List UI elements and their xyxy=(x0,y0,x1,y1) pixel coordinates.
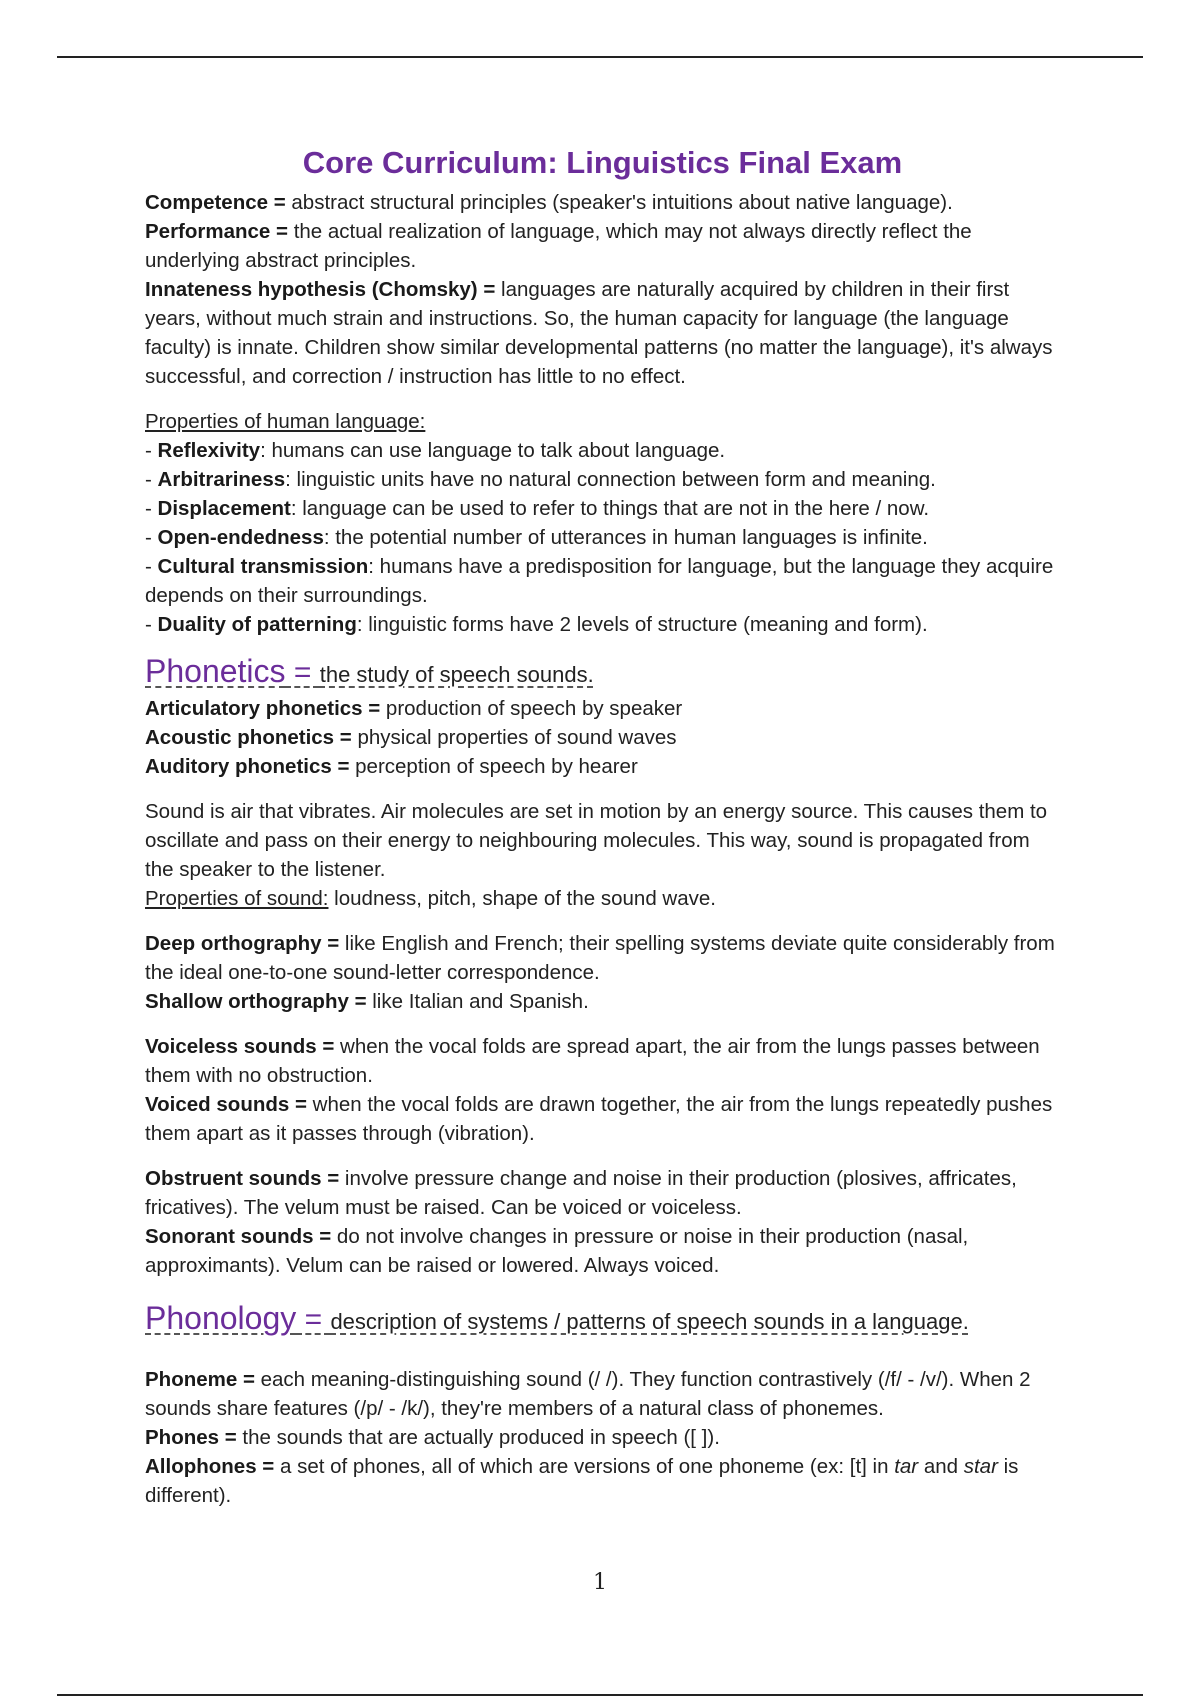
definition-text: : humans can use language to talk about language. xyxy=(260,439,726,462)
definition-obstruent xyxy=(145,1164,1060,1222)
property-item xyxy=(145,552,1060,610)
heading-equals: = xyxy=(285,656,320,689)
term: Cultural transmission xyxy=(157,555,369,578)
dash: - xyxy=(145,555,158,578)
heading-equals: = xyxy=(296,1303,331,1336)
definition-voiced xyxy=(145,1090,1060,1148)
definition-text: when the vocal folds are spread apart, the air from the lungs passes between them with no obstruction. xyxy=(145,1035,1040,1087)
term: Reflexivity xyxy=(157,439,261,462)
definition-text: is different). xyxy=(145,1455,1019,1507)
definition-voiceless xyxy=(145,1032,1060,1090)
term: Phones = xyxy=(145,1426,237,1449)
definition-competence xyxy=(145,188,1060,217)
term: Performance = xyxy=(145,220,288,243)
heading-word: Phonetics xyxy=(145,653,286,689)
term: Open-endedness xyxy=(157,526,324,549)
label: Properties of sound: xyxy=(145,887,329,910)
page-number: 1 xyxy=(593,1570,607,1595)
definition-acoustic xyxy=(145,723,1060,752)
property-item xyxy=(145,610,1060,639)
definition-sonorant xyxy=(145,1222,1060,1280)
property-item xyxy=(145,494,1060,523)
definition-text: languages are naturally acquired by children in their first years, without much strain and instructions. So, the human capacity for language (the language faculty) is innate. Children show similar developmental patterns (no matter the language), it's always successful, and correction / instruction has little to no effect. xyxy=(145,278,1053,388)
definition-auditory xyxy=(145,752,1060,781)
definition-text: : humans have a predisposition for language, but the language they acquire depends on their surroundings. xyxy=(145,555,1054,607)
term: Sonorant sounds = xyxy=(145,1225,332,1248)
definition-text: each meaning-distinguishing sound (/ /). They function contrastively (/f/ - /v/). When 2 sounds share features (/p/ - /k/), they're members of a natural class of phonemes. xyxy=(145,1368,1031,1420)
heading-word: Phonology xyxy=(145,1300,297,1336)
property-item xyxy=(145,465,1060,494)
document-body xyxy=(145,140,1060,1510)
definition-text: : linguistic units have no natural connection between form and meaning. xyxy=(285,468,936,491)
term: Obstruent sounds = xyxy=(145,1167,340,1190)
phonology-heading xyxy=(145,1300,1060,1341)
definition-phones xyxy=(145,1423,1060,1452)
definition-text: like English and French; their spelling systems deviate quite considerably from the ideal one-to-one sound-letter correspondence. xyxy=(145,932,1055,984)
term: Acoustic phonetics = xyxy=(145,726,352,749)
definition-text: loudness, pitch, shape of the sound wave. xyxy=(328,887,716,910)
definition-text: and xyxy=(918,1455,964,1478)
definition-deep-orthography xyxy=(145,929,1060,987)
sound-paragraph: Sound is air that vibrates. Air molecules are set in motion by an energy source. This causes them to oscillate and pass on their energy to neighbouring molecules. This way, sound is propagated from the speaker to the listener. xyxy=(145,800,1048,881)
definition-innateness xyxy=(145,275,1060,391)
dash: - xyxy=(145,613,158,636)
dash: - xyxy=(145,468,158,491)
term: Displacement xyxy=(157,497,291,520)
definition-text: perception of speech by hearer xyxy=(349,755,638,778)
definition-text: physical properties of sound waves xyxy=(351,726,677,749)
definition-performance xyxy=(145,217,1060,275)
example-word: tar xyxy=(894,1455,919,1478)
term: Innateness hypothesis (Chomsky) = xyxy=(145,278,496,301)
definition-text: involve pressure change and noise in their production (plosives, affricates, fricatives). The velum must be raised. Can be voiced or voiceless. xyxy=(145,1167,1017,1219)
footer-rule xyxy=(57,1694,1143,1696)
term: Phoneme = xyxy=(145,1368,255,1391)
term: Arbitrariness xyxy=(157,468,286,491)
property-item xyxy=(145,436,1060,465)
definition-text: do not involve changes in pressure or noise in their production (nasal, approximants). Velum can be raised or lowered. Always voiced. xyxy=(145,1225,969,1277)
definition-text: the sounds that are actually produced in speech ([ ]). xyxy=(236,1426,720,1449)
term: Duality of patterning xyxy=(157,613,357,636)
definition-text: the actual realization of language, which may not always directly reflect the underlying abstract principles. xyxy=(145,220,972,272)
term: Voiceless sounds = xyxy=(145,1035,335,1058)
heading-definition: description of systems / patterns of speech sounds in a language. xyxy=(330,1309,969,1334)
header-rule xyxy=(57,56,1143,58)
dash: - xyxy=(145,439,158,462)
heading-definition: the study of speech sounds. xyxy=(319,662,594,687)
properties-heading: Properties of human language: xyxy=(145,410,426,433)
definition-text: a set of phones, all of which are versions of one phoneme (ex: [t] in xyxy=(274,1455,895,1478)
definition-shallow-orthography xyxy=(145,987,1060,1016)
dash: - xyxy=(145,497,158,520)
definition-articulatory xyxy=(145,694,1060,723)
definition-text: : linguistic forms have 2 levels of structure (meaning and form). xyxy=(356,613,928,636)
definition-phoneme xyxy=(145,1365,1060,1423)
definition-allophones xyxy=(145,1452,1060,1510)
term: Deep orthography = xyxy=(145,932,340,955)
definition-text: production of speech by speaker xyxy=(380,697,683,720)
example-word: star xyxy=(963,1455,998,1478)
definition-text: abstract structural principles (speaker's intuitions about native language). xyxy=(285,191,953,214)
document-title: Core Curriculum: Linguistics Final Exam xyxy=(302,145,903,180)
property-item xyxy=(145,523,1060,552)
term: Competence = xyxy=(145,191,286,214)
term: Allophones = xyxy=(145,1455,275,1478)
term: Auditory phonetics = xyxy=(145,755,350,778)
dash: - xyxy=(145,526,158,549)
term: Articulatory phonetics = xyxy=(145,697,381,720)
definition-text: : language can be used to refer to things that are not in the here / now. xyxy=(290,497,930,520)
term: Shallow orthography = xyxy=(145,990,367,1013)
definition-text: like Italian and Spanish. xyxy=(366,990,589,1013)
phonetics-heading xyxy=(145,653,1060,694)
definition-text: when the vocal folds are drawn together, the air from the lungs repeatedly pushes them apart as it passes through (vibration). xyxy=(145,1093,1053,1145)
definition-text: : the potential number of utterances in human languages is infinite. xyxy=(323,526,928,549)
term: Voiced sounds = xyxy=(145,1093,307,1116)
sound-properties xyxy=(145,884,1060,913)
